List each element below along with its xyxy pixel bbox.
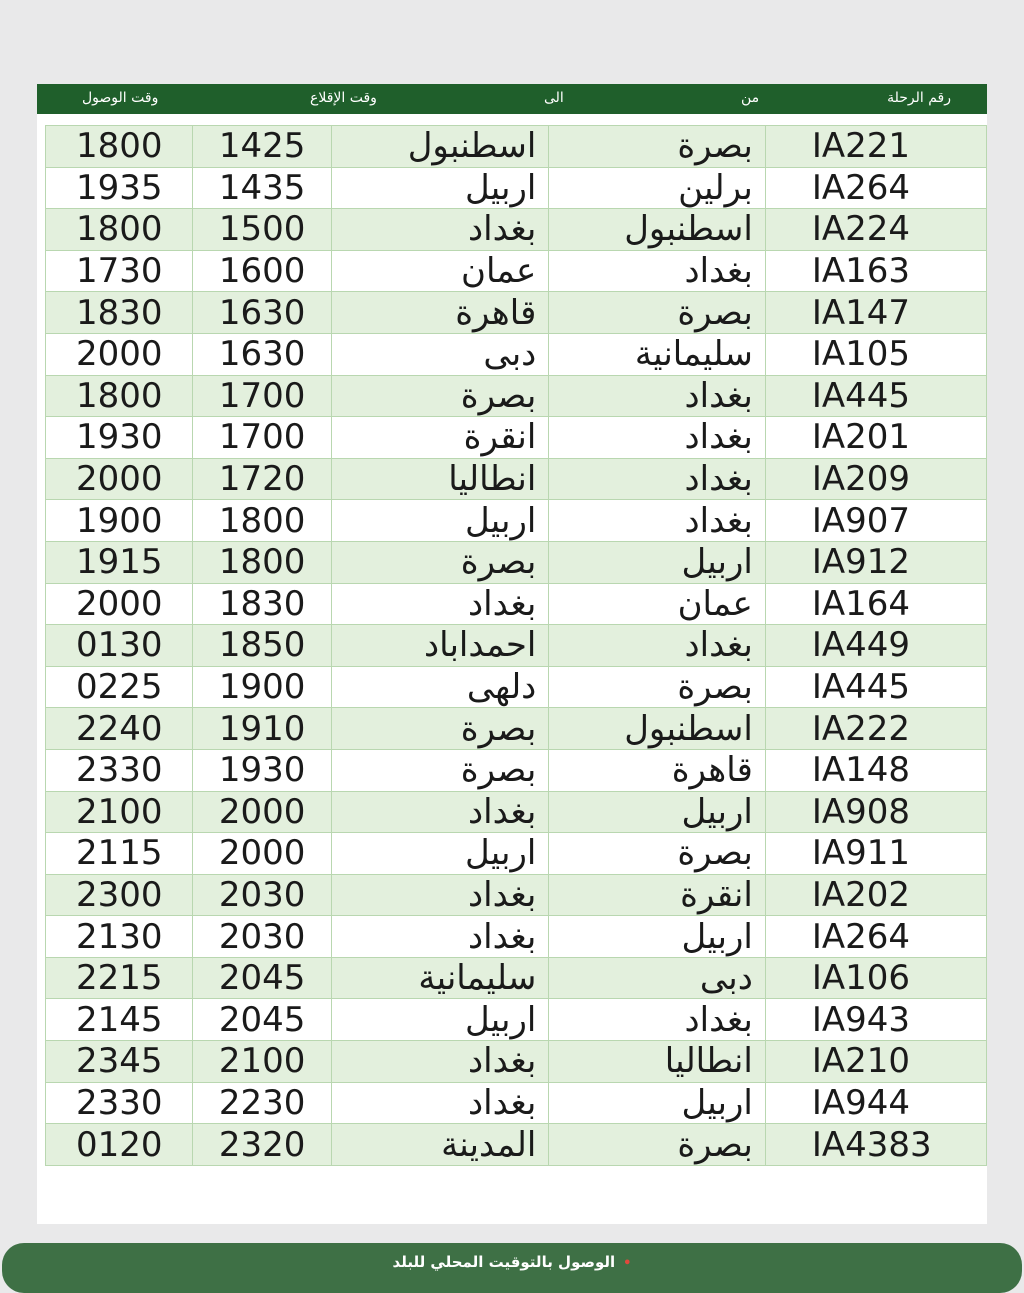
table-row: [46, 874, 987, 916]
cell-destination: احمداباد: [331, 625, 548, 667]
cell-flight-number: IA445: [765, 375, 986, 417]
cell-destination: دبى: [331, 333, 548, 375]
cell-origin: بصرة: [549, 126, 766, 168]
cell-arrival-time: 0130: [46, 625, 193, 667]
cell-origin: انقرة: [549, 874, 766, 916]
cell-departure-time: 1800: [193, 500, 332, 542]
table-row: [46, 1124, 987, 1166]
cell-origin: قاهرة: [549, 749, 766, 791]
cell-flight-number: IA201: [765, 417, 986, 459]
cell-arrival-time: 2215: [46, 957, 193, 999]
table-row: [46, 167, 987, 209]
cell-destination: بصرة: [331, 375, 548, 417]
schedule-card: [37, 84, 987, 1224]
cell-origin: اربيل: [549, 916, 766, 958]
cell-arrival-time: 0120: [46, 1124, 193, 1166]
cell-arrival-time: 2000: [46, 583, 193, 625]
cell-flight-number: IA106: [765, 957, 986, 999]
cell-destination: قاهرة: [331, 292, 548, 334]
cell-destination: دلهى: [331, 666, 548, 708]
cell-destination: انطاليا: [331, 458, 548, 500]
cell-departure-time: 1830: [193, 583, 332, 625]
cell-flight-number: IA4383: [765, 1124, 986, 1166]
table-row: [46, 583, 987, 625]
cell-origin: دبى: [549, 957, 766, 999]
cell-origin: بصرة: [549, 292, 766, 334]
cell-origin: بغداد: [549, 458, 766, 500]
cell-arrival-time: 2145: [46, 999, 193, 1041]
cell-arrival-time: 2345: [46, 1041, 193, 1083]
table-row: [46, 541, 987, 583]
cell-departure-time: 1800: [193, 541, 332, 583]
table-row: [46, 126, 987, 168]
table-row: [46, 292, 987, 334]
cell-origin: بغداد: [549, 999, 766, 1041]
table-row: [46, 625, 987, 667]
cell-destination: اربيل: [331, 167, 548, 209]
table-row: [46, 749, 987, 791]
cell-flight-number: IA209: [765, 458, 986, 500]
cell-flight-number: IA908: [765, 791, 986, 833]
footer-note-text: الوصول بالتوقيت المحلي للبلد: [392, 1253, 616, 1271]
cell-departure-time: 1630: [193, 333, 332, 375]
table-row: [46, 916, 987, 958]
cell-destination: سليمانية: [331, 957, 548, 999]
cell-arrival-time: 1935: [46, 167, 193, 209]
cell-flight-number: IA202: [765, 874, 986, 916]
cell-destination: اربيل: [331, 999, 548, 1041]
cell-departure-time: 2030: [193, 916, 332, 958]
cell-arrival-time: 2330: [46, 749, 193, 791]
cell-arrival-time: 1930: [46, 417, 193, 459]
cell-arrival-time: 1900: [46, 500, 193, 542]
table-row: [46, 1041, 987, 1083]
cell-origin: اربيل: [549, 1082, 766, 1124]
cell-arrival-time: 2130: [46, 916, 193, 958]
flight-schedule-table: [45, 125, 987, 1166]
cell-origin: عمان: [549, 583, 766, 625]
cell-destination: بغداد: [331, 1041, 548, 1083]
cell-destination: بغداد: [331, 791, 548, 833]
cell-destination: بغداد: [331, 583, 548, 625]
cell-destination: بصرة: [331, 708, 548, 750]
table-row: [46, 209, 987, 251]
cell-origin: اربيل: [549, 791, 766, 833]
table-row: [46, 458, 987, 500]
table-row: [46, 417, 987, 459]
cell-origin: بغداد: [549, 375, 766, 417]
header-flight-number: رقم الرحلة: [887, 90, 951, 106]
cell-arrival-time: 2000: [46, 458, 193, 500]
table-row: [46, 957, 987, 999]
cell-destination: بغداد: [331, 209, 548, 251]
cell-origin: بغداد: [549, 417, 766, 459]
cell-origin: بغداد: [549, 625, 766, 667]
cell-flight-number: IA912: [765, 541, 986, 583]
cell-origin: اسطنبول: [549, 209, 766, 251]
cell-destination: بصرة: [331, 749, 548, 791]
table-row: [46, 666, 987, 708]
cell-arrival-time: 2240: [46, 708, 193, 750]
cell-flight-number: IA210: [765, 1041, 986, 1083]
cell-destination: بغداد: [331, 1082, 548, 1124]
header-to: الى: [544, 90, 564, 106]
cell-arrival-time: 0225: [46, 666, 193, 708]
cell-flight-number: IA164: [765, 583, 986, 625]
table-header: [37, 84, 987, 114]
cell-flight-number: IA943: [765, 999, 986, 1041]
cell-origin: سليمانية: [549, 333, 766, 375]
cell-departure-time: 2320: [193, 1124, 332, 1166]
cell-arrival-time: 1730: [46, 250, 193, 292]
cell-destination: المدينة: [331, 1124, 548, 1166]
cell-destination: بصرة: [331, 541, 548, 583]
cell-origin: بصرة: [549, 833, 766, 875]
header-departure-time: وقت الإقلاع: [310, 90, 377, 106]
cell-origin: بغداد: [549, 500, 766, 542]
cell-departure-time: 1630: [193, 292, 332, 334]
cell-departure-time: 1930: [193, 749, 332, 791]
flight-table-body: [46, 126, 987, 1166]
cell-departure-time: 1910: [193, 708, 332, 750]
cell-flight-number: IA222: [765, 708, 986, 750]
cell-departure-time: 1500: [193, 209, 332, 251]
footer-note-bar: [2, 1243, 1022, 1293]
cell-departure-time: 2000: [193, 791, 332, 833]
cell-flight-number: IA105: [765, 333, 986, 375]
cell-departure-time: 1850: [193, 625, 332, 667]
cell-departure-time: 1700: [193, 417, 332, 459]
cell-destination: اربيل: [331, 833, 548, 875]
cell-origin: اسطنبول: [549, 708, 766, 750]
cell-flight-number: IA911: [765, 833, 986, 875]
cell-arrival-time: 1830: [46, 292, 193, 334]
cell-destination: اسطنبول: [331, 126, 548, 168]
cell-arrival-time: 1800: [46, 375, 193, 417]
cell-arrival-time: 1915: [46, 541, 193, 583]
cell-departure-time: 1720: [193, 458, 332, 500]
cell-departure-time: 1425: [193, 126, 332, 168]
cell-arrival-time: 2000: [46, 333, 193, 375]
cell-origin: برلين: [549, 167, 766, 209]
cell-flight-number: IA264: [765, 916, 986, 958]
header-arrival-time: وقت الوصول: [82, 90, 159, 106]
cell-destination: اربيل: [331, 500, 548, 542]
cell-flight-number: IA449: [765, 625, 986, 667]
table-row: [46, 1082, 987, 1124]
cell-departure-time: 2045: [193, 957, 332, 999]
table-row: [46, 708, 987, 750]
table-row: [46, 375, 987, 417]
cell-flight-number: IA944: [765, 1082, 986, 1124]
cell-arrival-time: 2330: [46, 1082, 193, 1124]
cell-flight-number: IA221: [765, 126, 986, 168]
cell-destination: انقرة: [331, 417, 548, 459]
table-row: [46, 999, 987, 1041]
cell-departure-time: 2100: [193, 1041, 332, 1083]
cell-flight-number: IA147: [765, 292, 986, 334]
cell-departure-time: 1435: [193, 167, 332, 209]
cell-destination: بغداد: [331, 916, 548, 958]
cell-origin: انطاليا: [549, 1041, 766, 1083]
table-row: [46, 500, 987, 542]
cell-origin: بصرة: [549, 666, 766, 708]
cell-origin: بغداد: [549, 250, 766, 292]
cell-departure-time: 1900: [193, 666, 332, 708]
cell-departure-time: 2045: [193, 999, 332, 1041]
cell-destination: بغداد: [331, 874, 548, 916]
cell-departure-time: 1700: [193, 375, 332, 417]
cell-arrival-time: 2115: [46, 833, 193, 875]
footer-bullet: •: [623, 1256, 632, 1271]
cell-flight-number: IA445: [765, 666, 986, 708]
cell-flight-number: IA163: [765, 250, 986, 292]
table-row: [46, 333, 987, 375]
header-from: من: [741, 90, 760, 106]
table-row: [46, 791, 987, 833]
table-row: [46, 250, 987, 292]
cell-destination: عمان: [331, 250, 548, 292]
cell-arrival-time: 1800: [46, 209, 193, 251]
cell-departure-time: 2030: [193, 874, 332, 916]
cell-departure-time: 2230: [193, 1082, 332, 1124]
cell-departure-time: 1600: [193, 250, 332, 292]
cell-origin: بصرة: [549, 1124, 766, 1166]
cell-arrival-time: 1800: [46, 126, 193, 168]
cell-flight-number: IA264: [765, 167, 986, 209]
cell-departure-time: 2000: [193, 833, 332, 875]
cell-flight-number: IA148: [765, 749, 986, 791]
cell-arrival-time: 2300: [46, 874, 193, 916]
cell-arrival-time: 2100: [46, 791, 193, 833]
cell-origin: اربيل: [549, 541, 766, 583]
cell-flight-number: IA224: [765, 209, 986, 251]
table-row: [46, 833, 987, 875]
cell-flight-number: IA907: [765, 500, 986, 542]
